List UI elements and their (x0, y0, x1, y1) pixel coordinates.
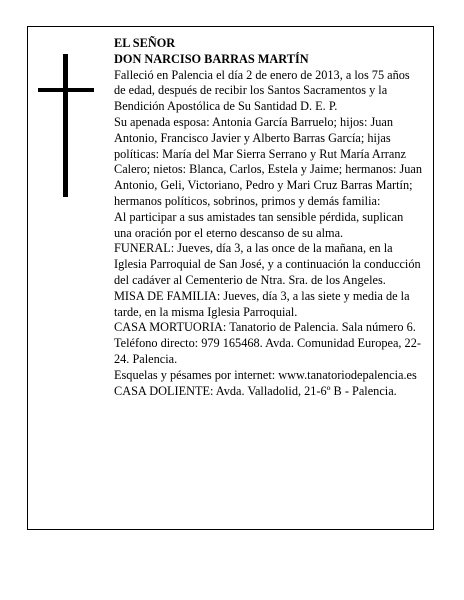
heading-title: EL SEÑOR (114, 36, 176, 50)
cross-icon (63, 54, 68, 197)
funeral-info: FUNERAL: Jueves, día 3, a las once de la mañana, en la Iglesia Parroquial de San José, y a continuación la conducción del cadáver al Cementerio de Ntra. Sra. de los Angeles. (114, 241, 421, 287)
family-home-info: CASA DOLIENTE: Avda. Valladolid, 21-6º B - Palencia. (114, 383, 397, 398)
cross-icon-bar (38, 88, 94, 92)
deceased-name: DON NARCISO BARRAS MARTÍN (114, 51, 309, 66)
death-announcement: Falleció en Palencia el día 2 de enero de 2013, a los 75 años de edad, después de recibir los Santos Sacramentos y la Bendición Apostólica de Su Santidad D. E. P. (114, 67, 410, 114)
prayer-request: Al participar a sus amistades tan sensible pérdida, suplican una oración por el eterno descanso de su alma. (114, 209, 404, 240)
obituary-text (114, 36, 424, 399)
condolences-info: Esquelas y pésames por internet: www.tanatoriodepalencia.es (114, 367, 417, 382)
family-mass-info: MISA DE FAMILIA: Jueves, día 3, a las siete y media de la tarde, en la misma Iglesia Parroquial. (114, 288, 410, 319)
mortuary-info: CASA MORTUORIA: Tanatorio de Palencia. Sala número 6. Teléfono directo: 979 165468. Avda. Comunidad Europea, 22-24. Palencia. (114, 320, 421, 366)
family-list: Su apenada esposa: Antonia García Barruelo; hijos: Juan Antonio, Francisco Javier y Alberto Barras García; hijas políticas: María del Mar Sierra Serrano y Rut María Arranz Calero; nietos: Blanca, Carlos, Estela y Jaime; hermanos: Juan Antonio, Geli, Victoriano, Pedro y Mari Cruz Barras Martín; hermanos políticos, sobrinos, primos y demás familia: (114, 114, 423, 208)
